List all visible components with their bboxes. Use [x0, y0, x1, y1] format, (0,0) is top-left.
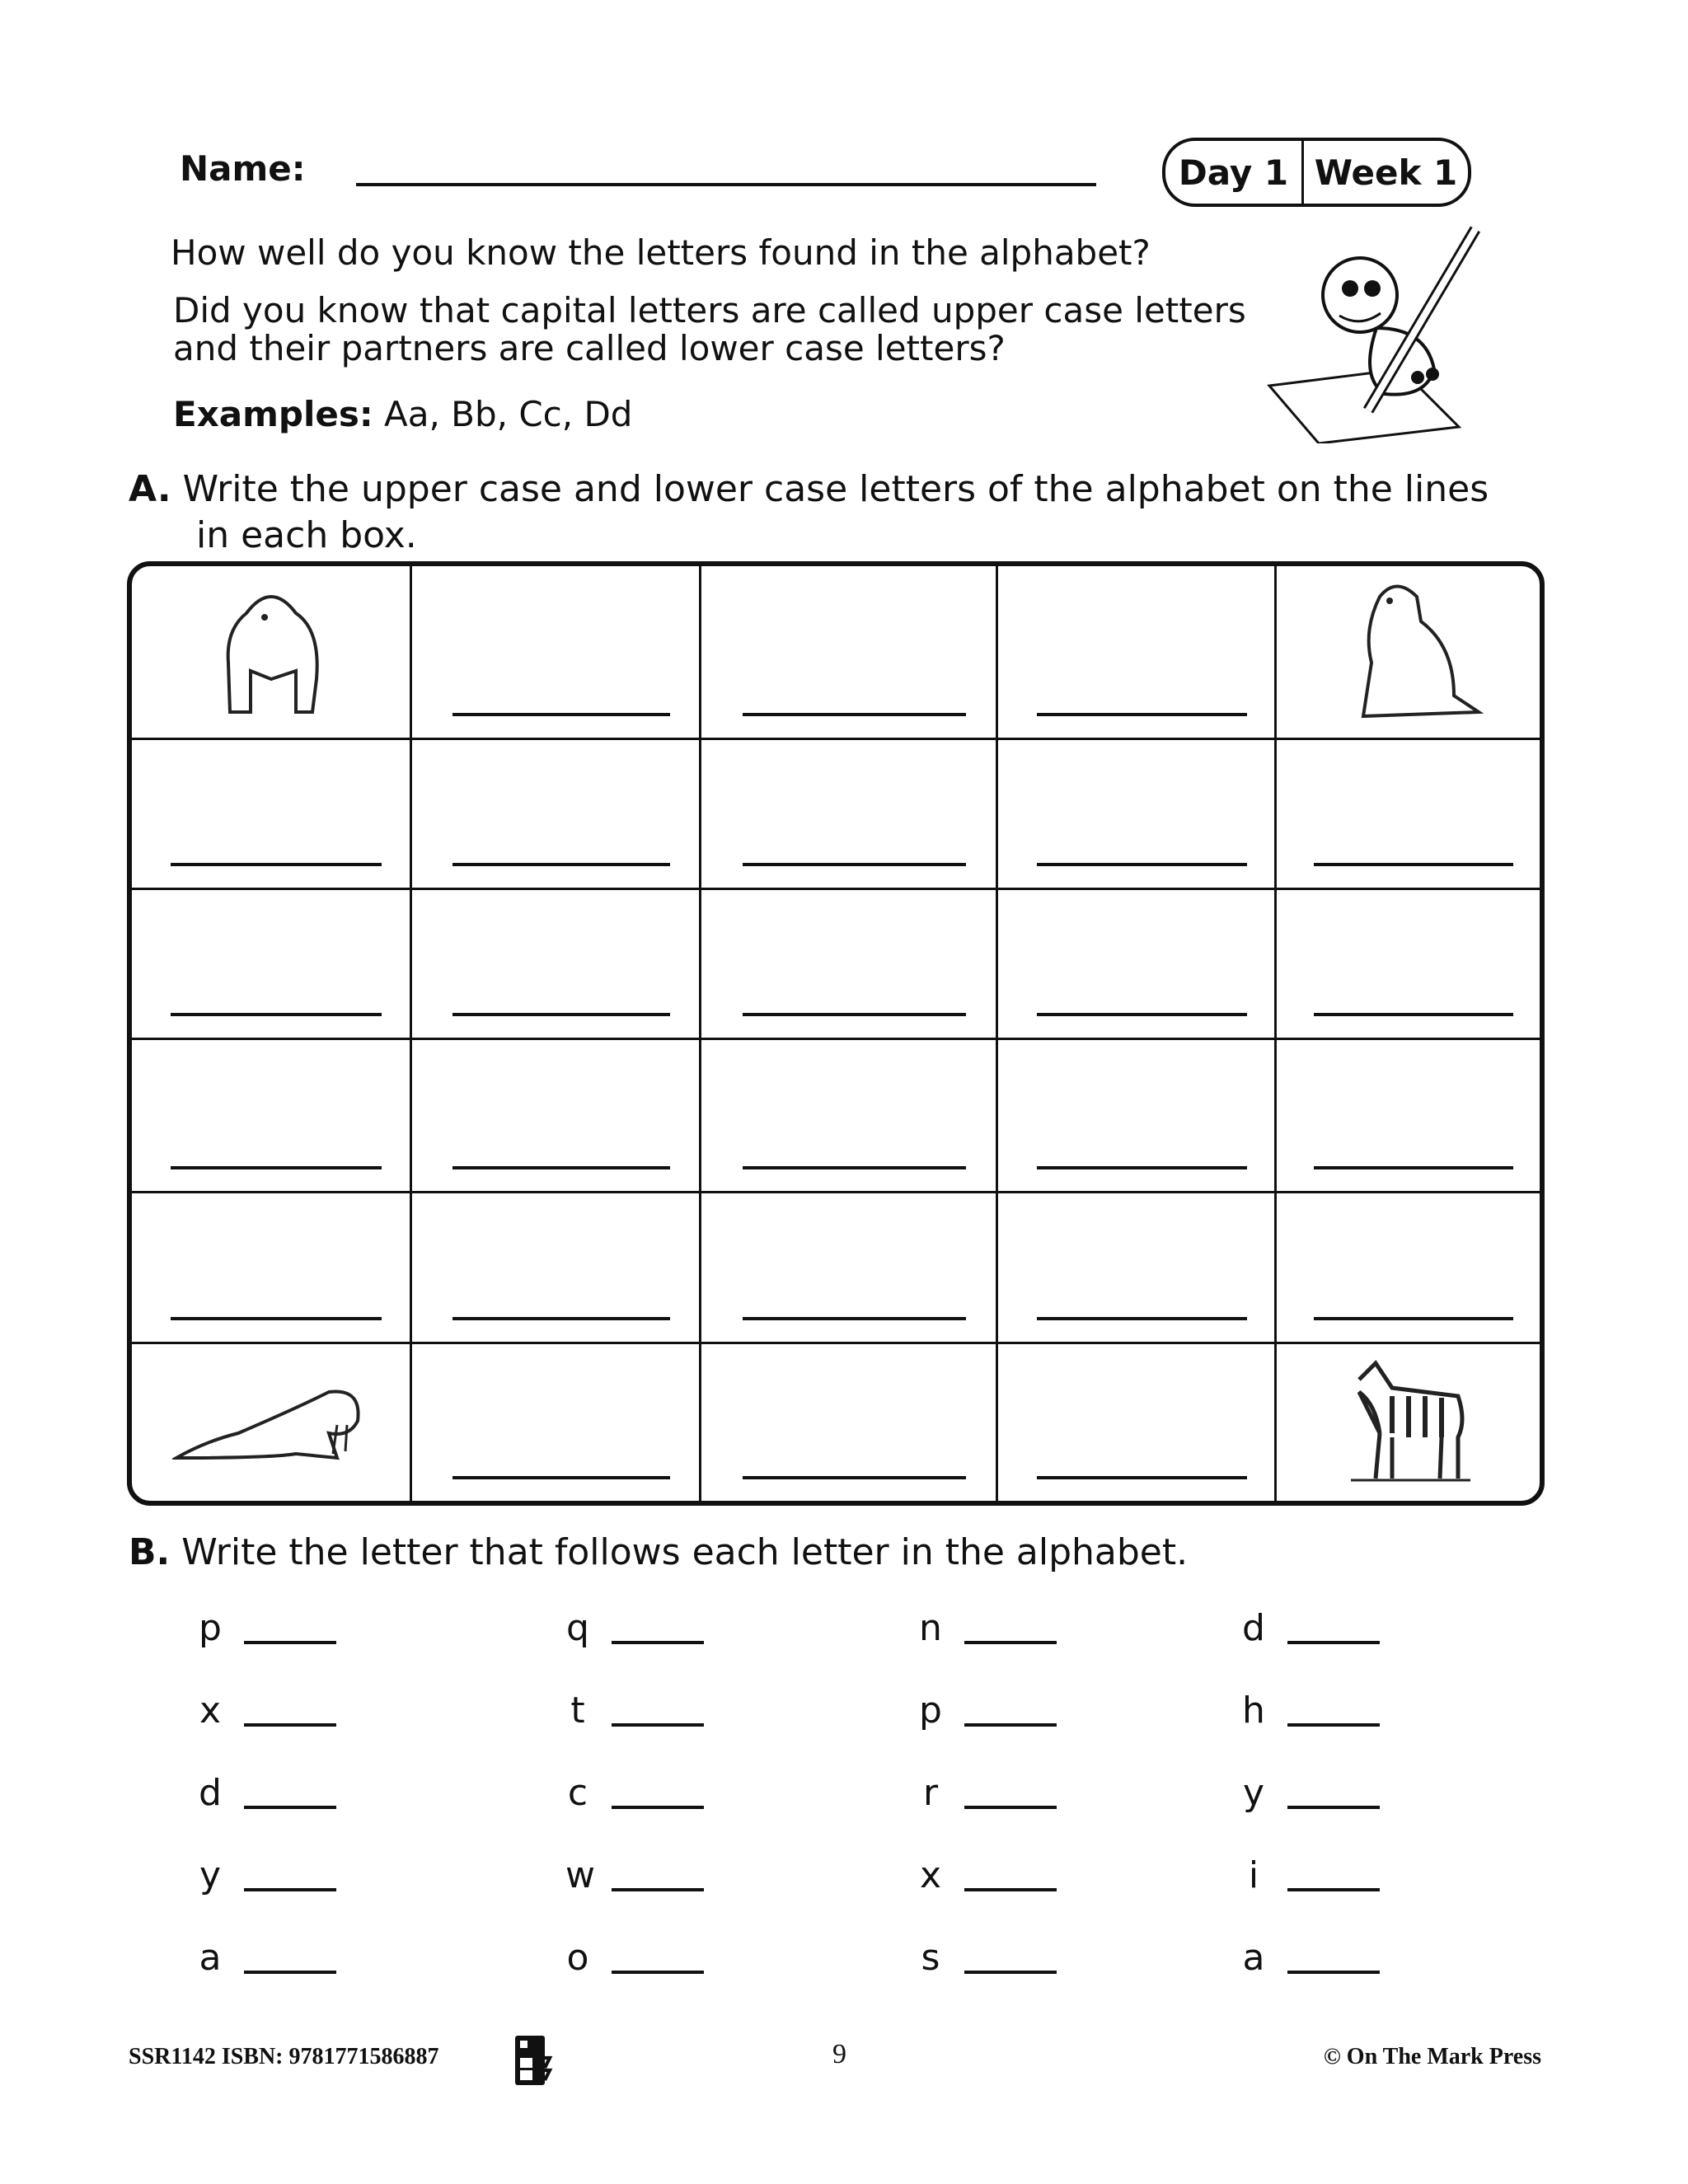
grid-cell [1277, 1040, 1540, 1193]
given-letter: a [1242, 1937, 1265, 1979]
grid-cell [998, 1344, 1277, 1501]
next-letter-item [565, 1937, 704, 1979]
grid-cell [998, 740, 1277, 890]
given-letter: s [921, 1937, 940, 1979]
answer-blank[interactable] [964, 1723, 1057, 1727]
grid-cell [701, 1344, 998, 1501]
day-label: Day 1 [1165, 141, 1304, 204]
given-letter: d [199, 1772, 222, 1814]
footer-copyright: © On The Mark Press [1323, 2044, 1541, 2069]
next-letter-item [1241, 1854, 1380, 1896]
given-letter: w [565, 1854, 595, 1896]
section-a-line-2: in each box. [196, 514, 417, 556]
intro-line-3: and their partners are called lower case letters? [173, 328, 1006, 368]
letter-answer-line[interactable] [452, 713, 670, 716]
letter-answer-line[interactable] [452, 1317, 670, 1320]
walrus-picture [172, 1376, 370, 1469]
answer-blank[interactable] [244, 1641, 336, 1644]
grid-cell [1277, 1193, 1540, 1344]
grid-cell [132, 890, 412, 1040]
next-letter-item [198, 1854, 336, 1896]
answer-blank[interactable] [964, 1888, 1057, 1891]
letter-answer-line[interactable] [452, 1476, 670, 1479]
letter-answer-line[interactable] [1314, 1013, 1513, 1016]
given-letter: i [1248, 1854, 1259, 1896]
copier-icon [509, 2036, 556, 2085]
mascot-pencil-illustration [1261, 221, 1537, 443]
given-letter: x [199, 1690, 222, 1732]
letter-answer-line[interactable] [1314, 1317, 1513, 1320]
answer-blank[interactable] [244, 1806, 336, 1809]
next-letter-item [1241, 1937, 1380, 1979]
letter-answer-line[interactable] [452, 1013, 670, 1016]
dog-picture [1330, 572, 1487, 732]
answer-blank[interactable] [1287, 1641, 1380, 1644]
grid-cell [1277, 566, 1540, 740]
grid-cell [132, 740, 412, 890]
answer-blank[interactable] [1287, 1723, 1380, 1727]
answer-blank[interactable] [612, 1723, 704, 1727]
given-letter: d [1242, 1607, 1265, 1649]
grid-cell [412, 890, 701, 1040]
section-b-text: Write the letter that follows each letter in the alphabet. [181, 1531, 1189, 1573]
letter-answer-line[interactable] [743, 1476, 966, 1479]
examples [173, 394, 632, 434]
next-letter-item [918, 1937, 1057, 1979]
grid-cell [132, 1040, 412, 1193]
grid-cell [701, 1040, 998, 1193]
next-letter-item [198, 1937, 336, 1979]
answer-blank[interactable] [964, 1806, 1057, 1809]
given-letter: y [199, 1854, 222, 1896]
given-letter: c [567, 1772, 588, 1814]
section-b-letter: B. [129, 1531, 171, 1573]
examples-value: Aa, Bb, Cc, Dd [384, 394, 633, 434]
answer-blank[interactable] [244, 1723, 336, 1727]
letter-answer-line[interactable] [1037, 1166, 1247, 1169]
letter-answer-line[interactable] [743, 1166, 966, 1169]
letter-answer-line[interactable] [743, 1013, 966, 1016]
next-letter-item [565, 1772, 704, 1814]
letter-answer-line[interactable] [1037, 1013, 1247, 1016]
given-letter: x [919, 1854, 942, 1896]
answer-blank[interactable] [1287, 1971, 1380, 1974]
name-input-line[interactable] [356, 183, 1096, 186]
intro-line-2: Did you know that capital letters are called upper case letters [173, 290, 1246, 330]
alphabet-grid [127, 561, 1545, 1506]
intro-line-1: How well do you know the letters found in the alphabet? [171, 232, 1151, 273]
grid-cell [701, 566, 998, 740]
answer-blank[interactable] [612, 1971, 704, 1974]
grid-cell [412, 1193, 701, 1344]
answer-blank[interactable] [1287, 1806, 1380, 1809]
given-letter: p [199, 1607, 222, 1649]
letter-answer-line[interactable] [1037, 863, 1247, 866]
examples-label: Examples: [173, 394, 373, 434]
grid-cell [998, 890, 1277, 1040]
given-letter: o [566, 1937, 589, 1979]
letter-answer-line[interactable] [171, 1013, 382, 1016]
section-a-line-1: Write the upper case and lower case letters of the alphabet on the lines [182, 468, 1489, 510]
grid-cell [1277, 890, 1540, 1040]
answer-blank[interactable] [612, 1641, 704, 1644]
next-letter-item [918, 1854, 1057, 1896]
letter-answer-line[interactable] [743, 1317, 966, 1320]
grid-cell [412, 740, 701, 890]
given-letter: r [922, 1772, 939, 1814]
answer-blank[interactable] [964, 1641, 1057, 1644]
letter-answer-line[interactable] [743, 713, 966, 716]
next-letter-item [565, 1854, 704, 1896]
answer-blank[interactable] [612, 1806, 704, 1809]
answer-blank[interactable] [244, 1888, 336, 1891]
grid-cell [412, 566, 701, 740]
grid-cell [132, 566, 412, 740]
next-letter-item [1241, 1607, 1380, 1649]
letter-answer-line[interactable] [1037, 1476, 1247, 1479]
next-letter-item [918, 1690, 1057, 1732]
footer-code: SSR1142 ISBN: 9781771586887 [129, 2044, 439, 2069]
letter-answer-line[interactable] [171, 1166, 382, 1169]
next-letter-item [918, 1772, 1057, 1814]
zebra-picture [1343, 1355, 1475, 1490]
next-letter-item [198, 1772, 336, 1814]
given-letter: p [919, 1690, 942, 1732]
next-letter-item [1241, 1690, 1380, 1732]
grid-cell [132, 1193, 412, 1344]
given-letter: q [566, 1607, 589, 1649]
given-letter: a [199, 1937, 222, 1979]
grid-cell [701, 1193, 998, 1344]
grid-cell [1277, 1344, 1540, 1501]
grid-cell [132, 1344, 412, 1501]
section-a-instruction [129, 468, 1489, 510]
grid-cell [1277, 740, 1540, 890]
next-letter-item [565, 1690, 704, 1732]
letter-answer-line[interactable] [1314, 1166, 1513, 1169]
answer-blank[interactable] [1287, 1888, 1380, 1891]
grid-cell [998, 1040, 1277, 1193]
grid-cell [701, 890, 998, 1040]
letter-answer-line[interactable] [452, 1166, 670, 1169]
letter-answer-line[interactable] [171, 1317, 382, 1320]
letter-answer-line[interactable] [1314, 863, 1513, 866]
letter-answer-line[interactable] [743, 863, 966, 866]
name-label: Name: [180, 148, 306, 189]
grid-cell [998, 566, 1277, 740]
grid-cell [412, 1344, 701, 1501]
day-week-badge [1162, 138, 1471, 207]
next-letter-item [565, 1607, 704, 1649]
answer-blank[interactable] [964, 1971, 1057, 1974]
given-letter: h [1242, 1690, 1265, 1732]
grid-cell [998, 1193, 1277, 1344]
letter-answer-line[interactable] [171, 863, 382, 866]
week-label: Week 1 [1314, 152, 1458, 193]
next-letter-item [1241, 1772, 1380, 1814]
page-number: 9 [832, 2039, 846, 2069]
answer-blank[interactable] [244, 1971, 336, 1974]
section-a-letter: A. [129, 468, 171, 510]
given-letter: t [570, 1690, 585, 1732]
letter-answer-line[interactable] [1037, 1317, 1247, 1320]
section-b-instruction [129, 1531, 1188, 1573]
letter-answer-line[interactable] [1037, 713, 1247, 716]
next-letter-item [198, 1607, 336, 1649]
grid-cell [701, 740, 998, 890]
next-letter-item [918, 1607, 1057, 1649]
given-letter: n [919, 1607, 942, 1649]
letter-answer-line[interactable] [452, 863, 670, 866]
given-letter: y [1242, 1772, 1265, 1814]
next-letter-item [198, 1690, 336, 1732]
grid-cell [412, 1040, 701, 1193]
gorilla-picture [213, 580, 329, 724]
answer-blank[interactable] [612, 1888, 704, 1891]
